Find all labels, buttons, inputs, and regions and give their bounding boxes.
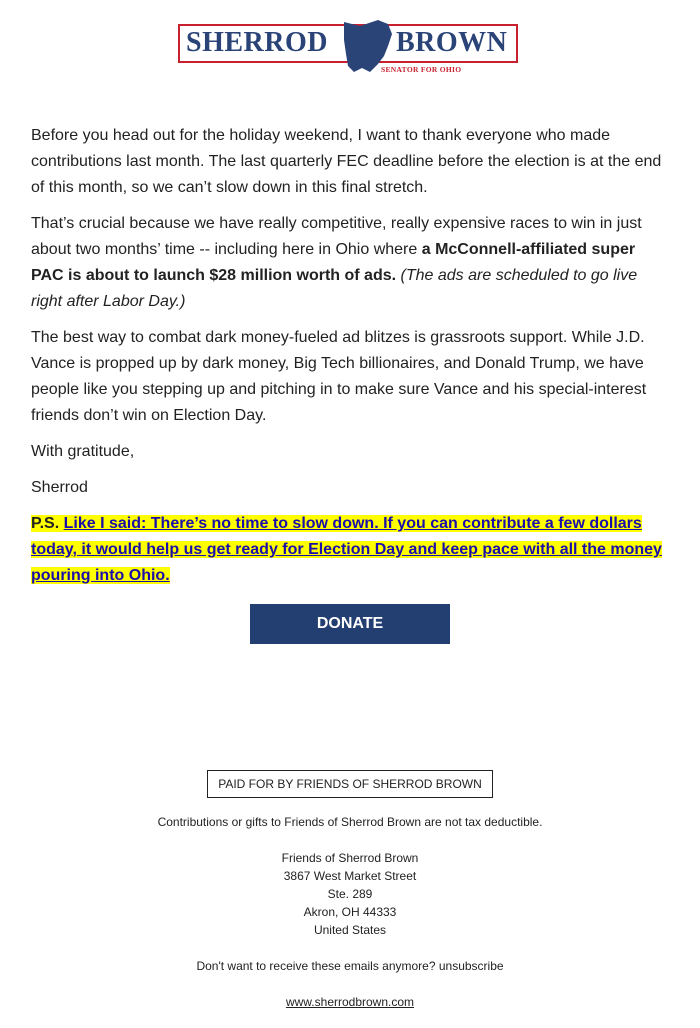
unsubscribe-text[interactable]: Don't want to receive these emails anymore? unsubscribe <box>196 959 504 973</box>
paragraph-1: Before you head out for the holiday weekend, I want to thank everyone who made contributions last month. The last quarterly FEC deadline before the election is at the end of this month, so we can’t slow down in this final stretch. <box>31 127 662 196</box>
postscript <box>31 511 671 589</box>
logo-last-name: BROWN <box>396 27 508 58</box>
paid-for-disclaimer: PAID FOR BY FRIENDS OF SHERROD BROWN <box>207 770 493 798</box>
ps-label: P.S. <box>31 515 60 532</box>
paragraph-2-italic: (The ads are scheduled to go live right after Labor Day.) <box>31 267 638 310</box>
donate-button[interactable]: DONATE <box>250 604 450 644</box>
address-line: Friends of Sherrod Brown <box>281 851 419 865</box>
logo-tagline: SENATOR FOR OHIO <box>381 65 462 74</box>
footer <box>0 770 700 1011</box>
address-line: Akron, OH 44333 <box>303 905 397 919</box>
paragraph-2 <box>31 211 671 315</box>
paragraph-2-bold: a McConnell-affiliated super PAC is about to launch $28 million worth of ads. <box>31 241 636 284</box>
signature: Sherrod <box>31 479 88 496</box>
mailing-address <box>0 849 700 939</box>
signoff: With gratitude, <box>31 443 135 460</box>
address-line: 3867 West Market Street <box>283 869 417 883</box>
logo-first-name: SHERROD <box>186 27 328 58</box>
address-line: United States <box>313 923 387 937</box>
website-link[interactable]: www.sherrodbrown.com <box>285 995 415 1009</box>
paragraph-3: The best way to combat dark money-fueled ad blitzes is grassroots support. While J.D. Vance is propped up by dark money, Big Tech billionaires, and Donald Trump, we have people like you stepping up and pitching in to make sure Vance and his special-interest friends don’t win on Election Day. <box>31 329 647 424</box>
paragraph-2-text: That’s crucial because we have really competitive, really expensive races to win in just about two months’ time -- including here in Ohio where <box>31 215 642 258</box>
address-line: Ste. 289 <box>327 887 373 901</box>
ps-donate-link[interactable]: Like I said: There’s no time to slow down. If you can contribute a few dollars today, it would help us get ready for Election Day and keep pace with all the money pouring into Ohio. <box>31 515 662 584</box>
tax-disclaimer: Contributions or gifts to Friends of Sherrod Brown are not tax deductible. <box>157 815 543 829</box>
email-body <box>31 123 671 599</box>
sherrod-brown-logo <box>178 18 522 74</box>
